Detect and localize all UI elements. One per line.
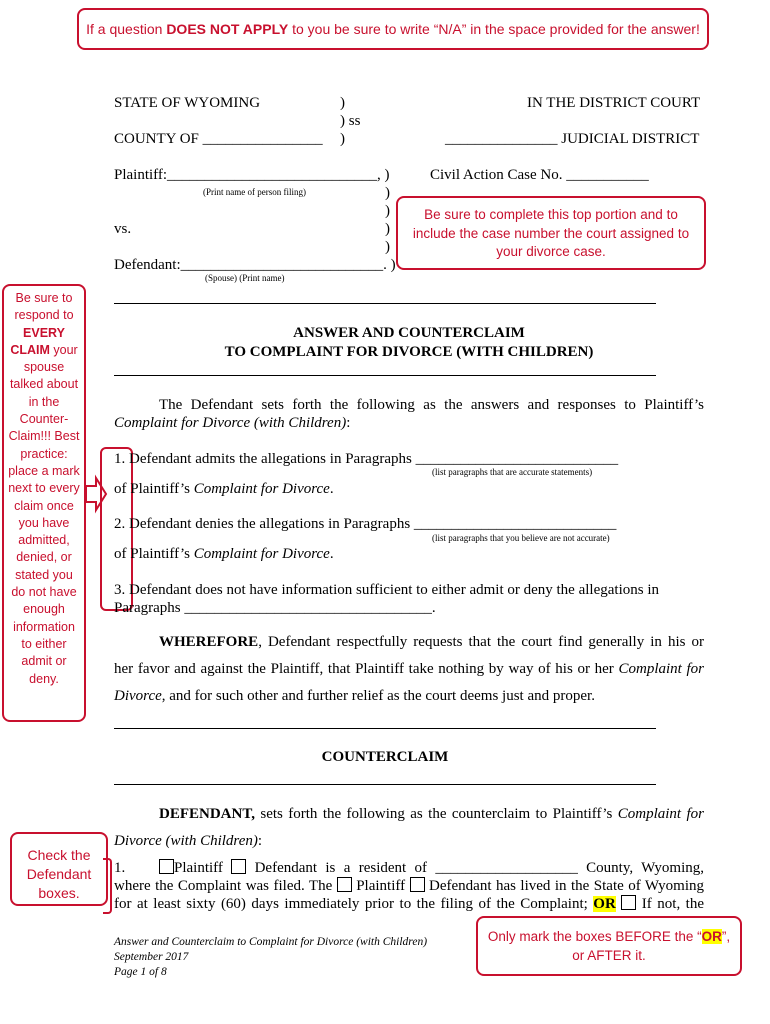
row2-defendant-label: Defendant has lived in the State of Wyoming — [429, 878, 705, 894]
judicial-district-field[interactable]: _______________ JUDICIAL DISTRICT — [445, 131, 700, 147]
item2-line2 — [114, 545, 334, 563]
checkbox-bracket — [103, 858, 112, 914]
intro-end: : — [346, 415, 351, 431]
or-callout-pre: Only mark the boxes BEFORE the “ — [487, 929, 702, 944]
plaintiff-lived-checkbox[interactable] — [337, 877, 352, 892]
top-notice-pre: If a question — [86, 21, 167, 37]
left-callout-text1: Be sure to respond to — [14, 291, 74, 323]
plaintiff-resident-checkbox[interactable] — [159, 859, 174, 874]
wherefore-bold: WHEREFORE — [159, 634, 259, 650]
denies-hint: (list paragraphs that you believe are not accurate) — [432, 533, 610, 543]
counterclaim-num1: 1. — [114, 860, 126, 876]
intro-line1: The Defendant sets forth the following as the answers and responses to Plaintiff’s — [159, 397, 704, 413]
or-highlight: OR — [593, 896, 616, 912]
left-callout-bold: EVERY CLAIM — [10, 325, 65, 357]
wherefore-l3: , and for such other and further relief as the court deems just and proper. — [161, 688, 595, 704]
footer-date: September 2017 — [114, 951, 189, 963]
defendant-resident-label: Defendant is a resident of ___________________ County, Wyoming, — [254, 860, 705, 876]
divider — [114, 784, 656, 785]
counterclaim-bold: DEFENDANT, — [159, 806, 255, 822]
versus-label: vs. — [114, 221, 132, 237]
row3-pre: for at least sixty (60) days immediately prior to the filing of the Complaint; — [114, 896, 594, 912]
or-callout-highlight: OR — [701, 929, 722, 944]
item2-italic: Complaint for Divorce — [193, 546, 330, 562]
defendant-lived-checkbox[interactable] — [410, 877, 425, 892]
wherefore-l2-italic: Complaint for — [618, 661, 704, 677]
case-number-field[interactable]: Civil Action Case No. ___________ — [430, 167, 649, 183]
row2-plaintiff-label: Plaintiff — [356, 878, 406, 894]
divider — [114, 375, 656, 376]
footer-title: Answer and Counterclaim to Complaint for Divorce (with Children) — [114, 936, 428, 948]
counterclaim-row1 — [159, 859, 704, 877]
counterclaim-row2 — [114, 877, 704, 895]
title-line2: TO COMPLAINT FOR DIVORCE (WITH CHILDREN) — [224, 344, 594, 360]
respond-every-claim-callout — [2, 284, 86, 722]
footer-page: Page 1 of 8 — [114, 966, 167, 978]
case-number-callout-text: Be sure to complete this top portion and to include the case number the court assigned to your divorce case. — [412, 207, 690, 259]
wherefore-l3-italic: Divorce — [114, 688, 162, 704]
title-line1: ANSWER AND COUNTERCLAIM — [293, 325, 525, 341]
item1-end: . — [329, 481, 334, 497]
wherefore-line1 — [159, 633, 704, 651]
left-callout-text2: your spouse talked about in the Counter-Claim!!! Best practice: place a mark next to every claim once you have admitted, denied, or stated you do not have enough information to either admit or deny. — [8, 342, 80, 686]
top-notice-box — [77, 8, 709, 50]
check-defendant-callout — [10, 832, 108, 906]
divider — [114, 728, 656, 729]
counterclaim-l1: sets forth the following as the counterclaim to Plaintiff’s — [254, 806, 618, 822]
item1-italic: Complaint for Divorce — [193, 481, 330, 497]
row3-post: If not, the — [641, 896, 705, 912]
item1-pre: of Plaintiff’s — [114, 481, 194, 497]
denies-paragraphs-field[interactable]: 2. Defendant denies the allegations in Paragraphs ___________________________ — [114, 516, 617, 532]
intro-line2 — [114, 414, 350, 432]
caption-paren: ) — [340, 95, 345, 111]
plaintiff-name-hint: (Print name of person filing) — [203, 187, 306, 197]
divider — [114, 303, 656, 304]
top-notice-bold: DOES NOT APPLY — [166, 21, 289, 37]
or-instruction-callout — [476, 916, 742, 976]
intro-italic: Complaint for Divorce (with Children) — [114, 415, 347, 431]
admits-hint: (list paragraphs that are accurate statements) — [432, 467, 593, 477]
insufficient-info-paragraphs-field[interactable]: Paragraphs _________________________________. — [114, 600, 436, 616]
defendant-name-hint: (Spouse) (Print name) — [205, 273, 285, 283]
item2-pre: of Plaintiff’s — [114, 546, 194, 562]
wherefore-l1: , Defendant respectfully requests that the court find generally in his or — [258, 634, 704, 650]
row2-pre: where the Complaint was filed. The — [114, 878, 333, 894]
caption-paren: ) — [340, 131, 345, 147]
counterclaim-heading: COUNTERCLAIM — [321, 749, 449, 765]
if-not-checkbox[interactable] — [621, 895, 636, 910]
item2-end: . — [329, 546, 334, 562]
wherefore-line3 — [114, 687, 595, 705]
wherefore-line2 — [114, 660, 704, 678]
court-label: IN THE DISTRICT COURT — [527, 95, 701, 111]
defendant-name-field[interactable]: Defendant:___________________________. ) — [114, 257, 396, 273]
counterclaim-l2-italic: Divorce (with Children) — [114, 833, 258, 849]
plaintiff-label: Plaintiff — [174, 860, 223, 876]
item3-line1: 3. Defendant does not have information sufficient to either admit or deny the allegations in — [114, 582, 659, 598]
check-defendant-text: Check the Defendant boxes. — [26, 847, 92, 901]
top-notice-post: to you be sure to write “N/A” in the space provided for the answer! — [288, 21, 700, 37]
case-number-callout — [396, 196, 706, 270]
or-callout-post: ”, or AFTER it. — [572, 929, 731, 963]
counterclaim-line1 — [159, 805, 704, 823]
state-label: STATE OF WYOMING — [114, 95, 261, 111]
item1-line2 — [114, 480, 334, 498]
caption-paren-column: ) ) ) ) — [385, 185, 390, 255]
counterclaim-l2: : — [257, 833, 263, 849]
county-field[interactable]: COUNTY OF ________________ — [114, 131, 323, 147]
counterclaim-row3 — [114, 895, 704, 913]
counterclaim-line2 — [114, 832, 262, 850]
defendant-resident-checkbox[interactable] — [231, 859, 246, 874]
admits-paragraphs-field[interactable]: 1. Defendant admits the allegations in Paragraphs ___________________________ — [114, 451, 619, 467]
plaintiff-name-field[interactable]: Plaintiff:____________________________, ) — [114, 167, 390, 183]
wherefore-l2: her favor and against the Plaintiff, that Plaintiff take nothing by way of his or her — [114, 661, 619, 677]
counterclaim-l1-italic: Complaint for — [617, 806, 704, 822]
caption-paren-ss: ) ss — [340, 113, 361, 129]
